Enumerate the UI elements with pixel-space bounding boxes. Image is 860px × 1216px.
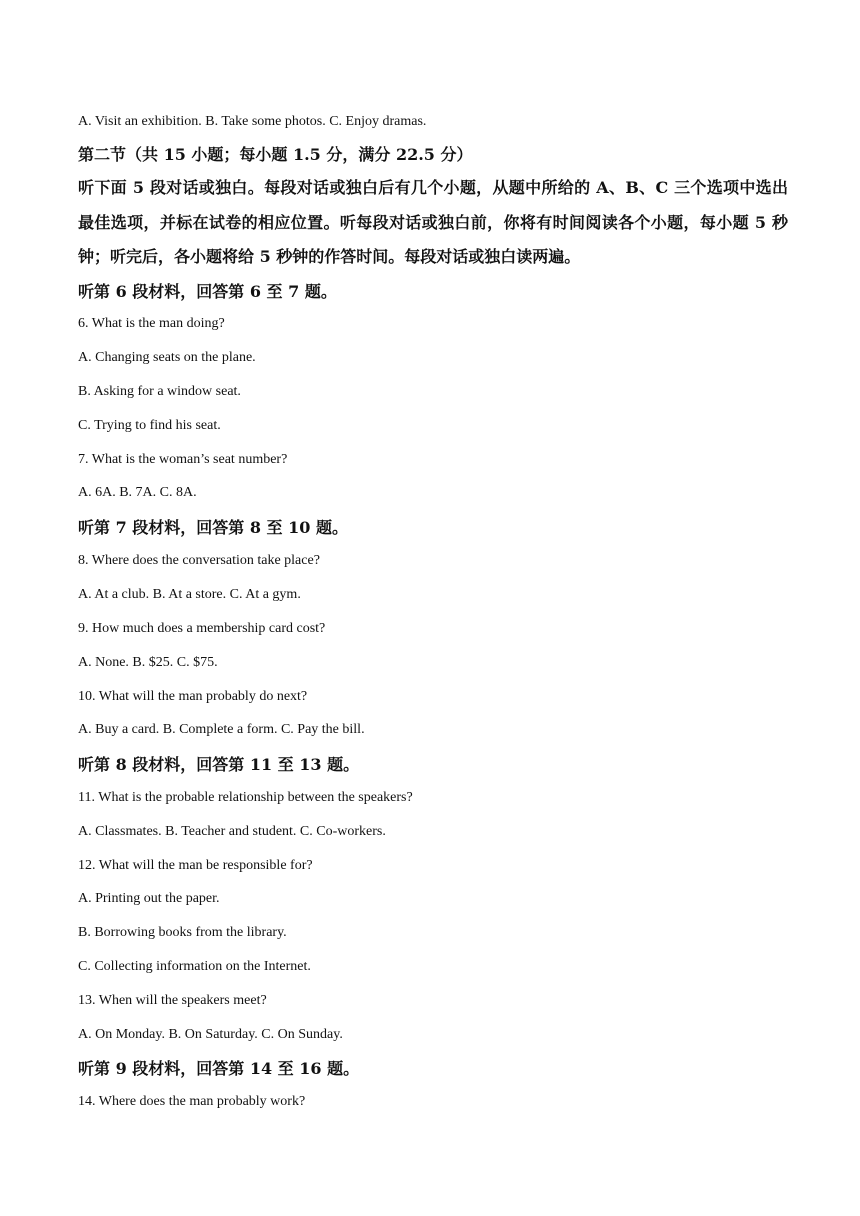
question-6-option-b: B. Asking for a window seat. bbox=[78, 384, 241, 399]
question-12-option-a: A. Printing out the paper. bbox=[78, 891, 220, 906]
section-2-instructions: 听下面 5 段对话或独白。每段对话或独白后有几个小题，从题中所给的 A、B、C 三个选项中选出最佳选项，并标在试卷的相应位置。听每段对话或独白前，你将有时间阅读各个小题，每小题 5 秒钟；听完后，各小题将给 5 秒钟的作答时间。每段对话或独白读两遍。 bbox=[78, 178, 788, 266]
passage-9-heading: 听第 9 段材料，回答第 14 至 16 题。 bbox=[78, 1059, 360, 1078]
q5-options: A. Visit an exhibition. B. Take some photos. C. Enjoy dramas. bbox=[78, 114, 427, 129]
question-10: 10. What will the man probably do next? bbox=[78, 689, 308, 704]
question-13-options: A. On Monday. B. On Saturday. C. On Sunday. bbox=[78, 1027, 343, 1042]
question-9-options: A. None. B. $25. C. $75. bbox=[78, 655, 218, 670]
question-8: 8. Where does the conversation take place? bbox=[78, 553, 320, 568]
question-12: 12. What will the man be responsible for? bbox=[78, 858, 313, 873]
question-6: 6. What is the man doing? bbox=[78, 316, 225, 331]
passage-8-heading: 听第 8 段材料，回答第 11 至 13 题。 bbox=[78, 755, 360, 774]
question-10-options: A. Buy a card. B. Complete a form. C. Pay the bill. bbox=[78, 722, 365, 737]
question-12-option-b: B. Borrowing books from the library. bbox=[78, 925, 287, 940]
question-9: 9. How much does a membership card cost? bbox=[78, 621, 326, 636]
question-6-option-a: A. Changing seats on the plane. bbox=[78, 350, 256, 365]
question-14: 14. Where does the man probably work? bbox=[78, 1094, 306, 1109]
question-12-option-c: C. Collecting information on the Internet. bbox=[78, 959, 311, 974]
question-11: 11. What is the probable relationship between the speakers? bbox=[78, 790, 413, 805]
section-2-heading: 第二节（共 15 小题；每小题 1.5 分，满分 22.5 分） bbox=[78, 145, 473, 164]
question-8-options: A. At a club. B. At a store. C. At a gym. bbox=[78, 587, 301, 602]
passage-6-heading: 听第 6 段材料，回答第 6 至 7 题。 bbox=[78, 282, 337, 301]
passage-7-heading: 听第 7 段材料，回答第 8 至 10 题。 bbox=[78, 518, 348, 537]
question-7: 7. What is the woman’s seat number? bbox=[78, 452, 288, 467]
question-6-option-c: C. Trying to find his seat. bbox=[78, 418, 221, 433]
question-11-options: A. Classmates. B. Teacher and student. C. Co-workers. bbox=[78, 824, 386, 839]
question-7-options: A. 6A. B. 7A. C. 8A. bbox=[78, 485, 197, 500]
question-13: 13. When will the speakers meet? bbox=[78, 993, 267, 1008]
